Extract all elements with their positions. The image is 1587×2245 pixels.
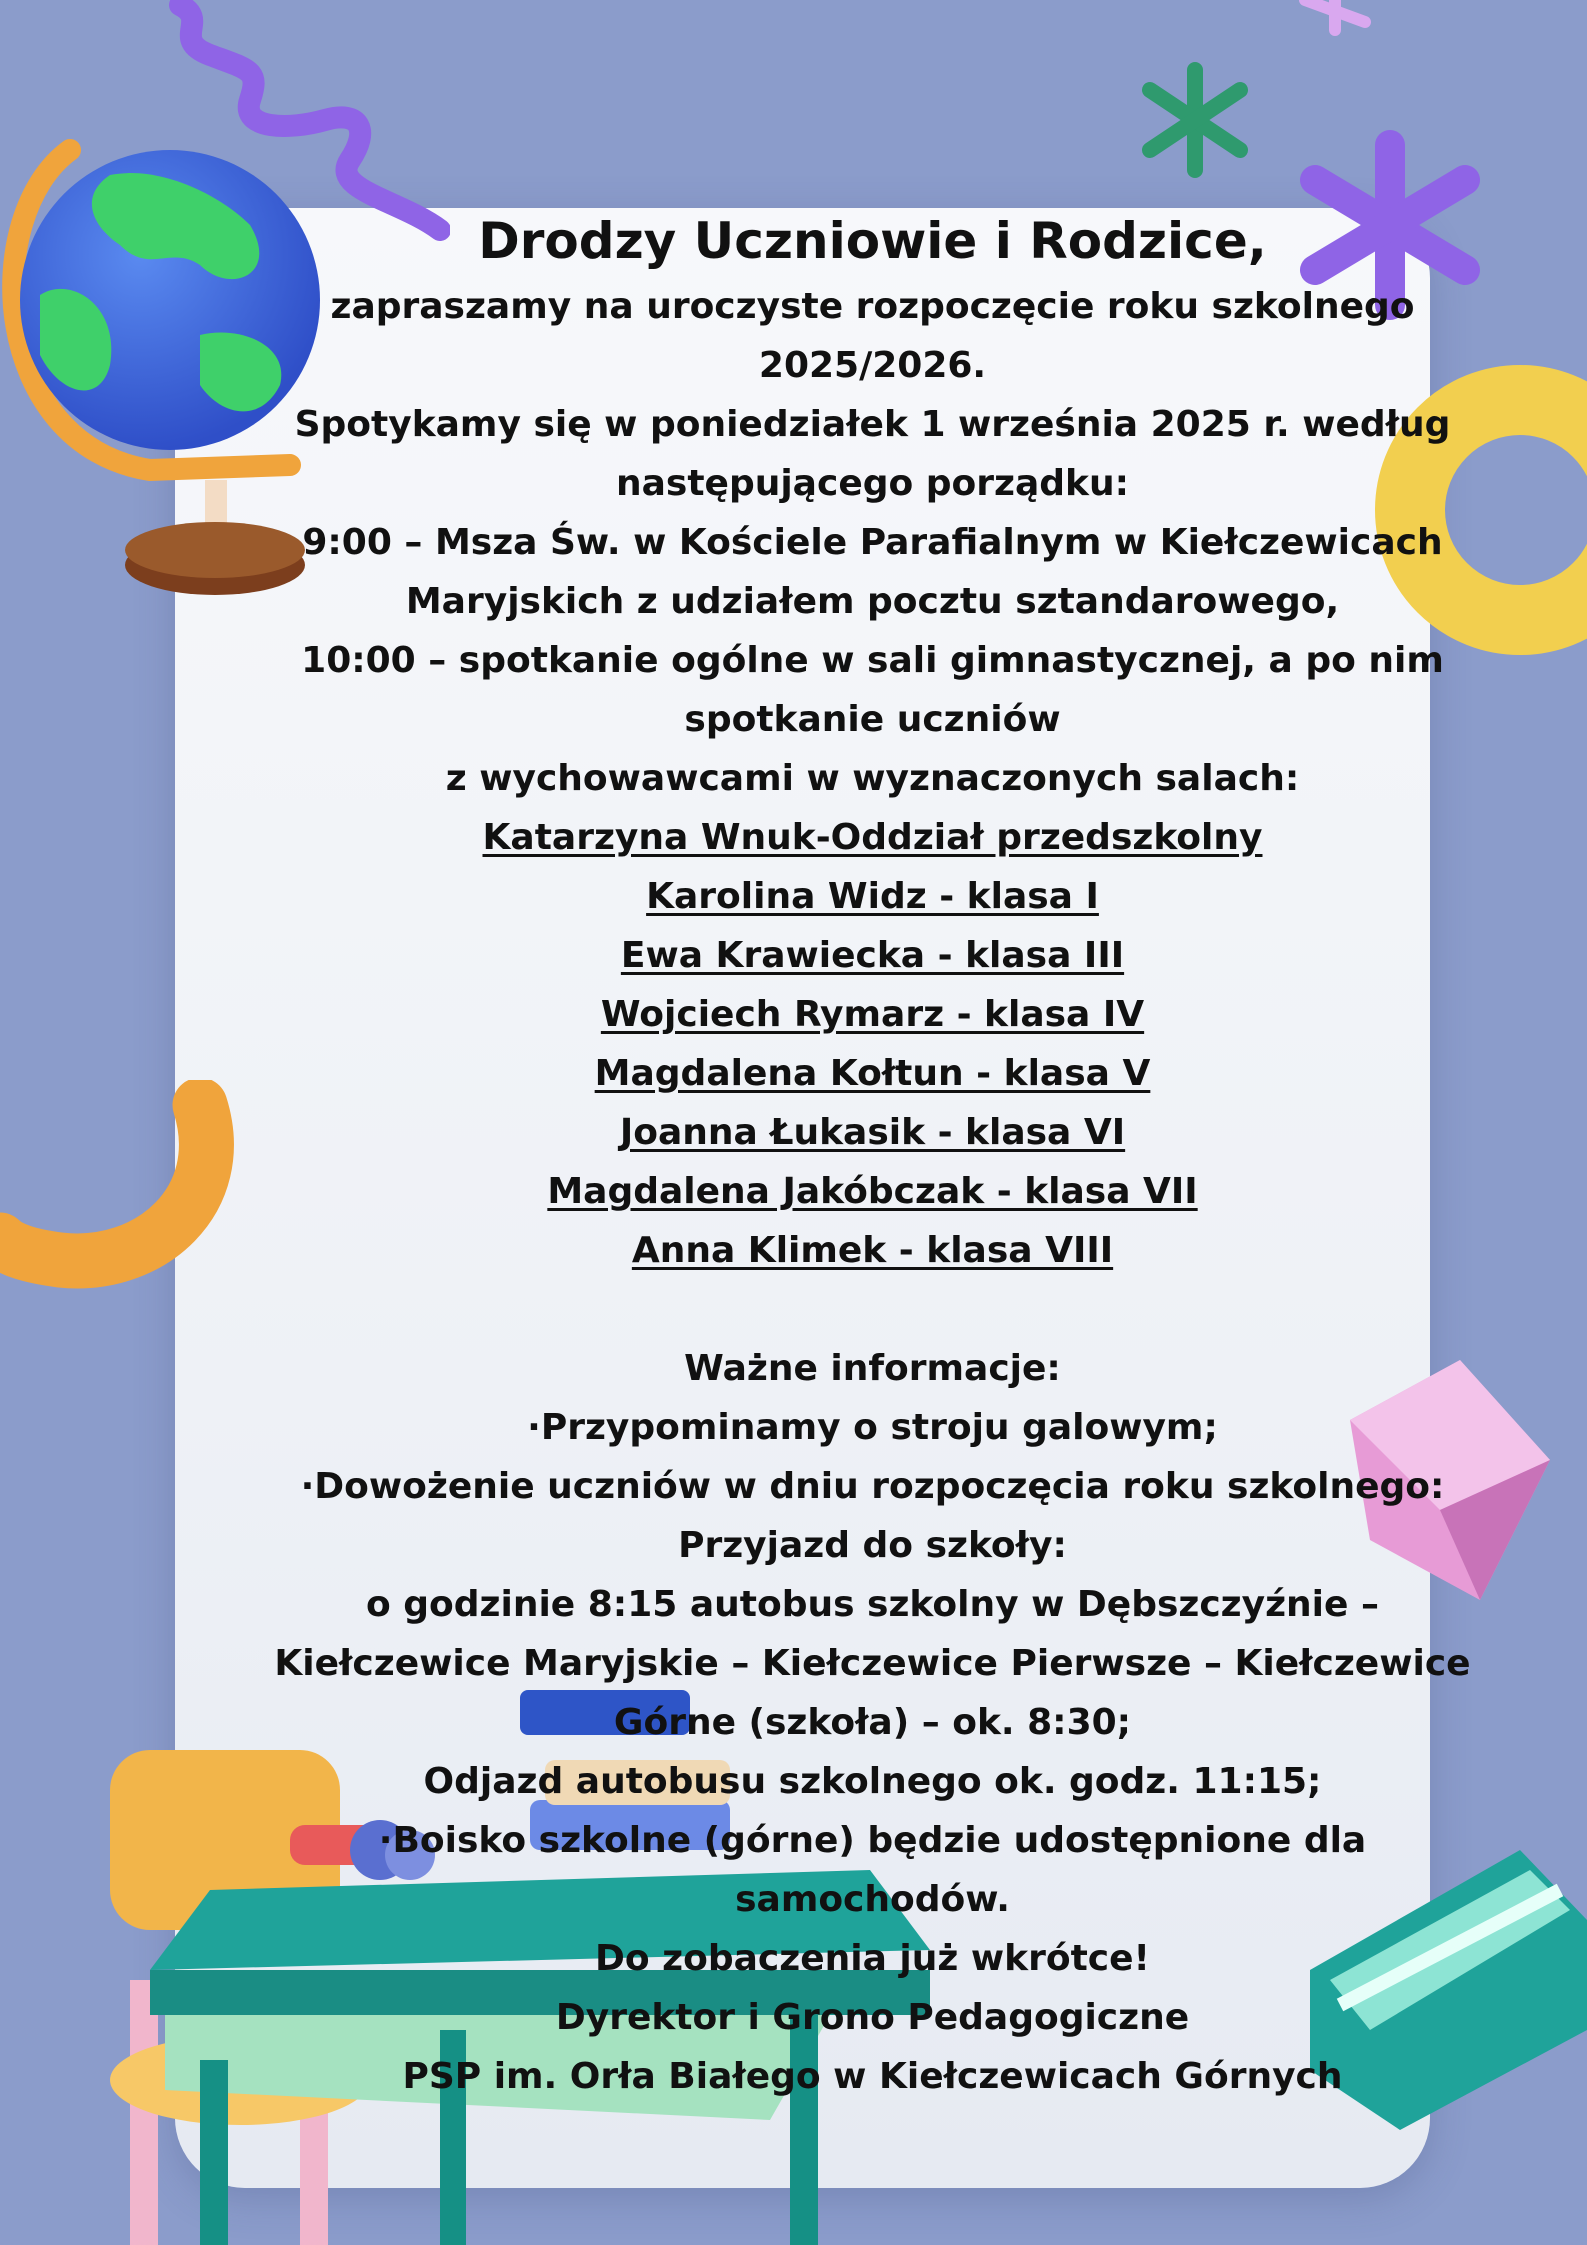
intro-line: zapraszamy na uroczyste rozpoczęcie roku szkolnego	[330, 286, 1415, 327]
intro-line: z wychowawcami w wyznaczonych salach:	[445, 758, 1300, 799]
info-line: samochodów.	[735, 1879, 1010, 1920]
asterisk-icon	[1290, 0, 1380, 40]
intro-line: 2025/2026.	[758, 345, 987, 386]
signature-line: Dyrektor i Grono Pedagogiczne	[555, 1997, 1190, 2038]
teacher-item: Joanna Łukasik - klasa VI	[619, 1112, 1126, 1153]
intro-line: Maryjskich z udziałem pocztu sztandarowego,	[405, 581, 1340, 622]
info-line: ·Dowożenie uczniów w dniu rozpoczęcia roku szkolnego:	[300, 1466, 1445, 1507]
intro-line: następującego porządku:	[615, 463, 1130, 504]
asterisk-icon	[1125, 60, 1265, 180]
intro-line: 9:00 – Msza Św. w Kościele Parafialnym w Kiełczewicach	[302, 522, 1443, 563]
teacher-item: Ewa Krawiecka - klasa III	[620, 935, 1125, 976]
teacher-item: Katarzyna Wnuk-Oddział przedszkolny	[482, 817, 1263, 858]
teacher-item: Magdalena Jakóbczak - klasa VII	[547, 1171, 1198, 1212]
intro-line: Spotykamy się w poniedziałek 1 września 2025 r. według	[294, 404, 1451, 445]
teacher-item: Wojciech Rymarz - klasa IV	[600, 994, 1145, 1035]
intro-line: spotkanie uczniów	[684, 699, 1061, 740]
teacher-item: Anna Klimek - klasa VIII	[631, 1230, 1114, 1271]
info-heading: Ważne informacje:	[684, 1348, 1061, 1389]
closing-line: Do zobaczenia już wkrótce!	[595, 1938, 1150, 1979]
info-line: Odjazd autobusu szkolnego ok. godz. 11:15;	[423, 1761, 1322, 1802]
letter-text	[200, 205, 1545, 2106]
info-line: Kiełczewice Maryjskie – Kiełczewice Pierwsze – Kiełczewice	[274, 1643, 1471, 1684]
school-name: PSP im. Orła Białego w Kiełczewicach Górnych	[402, 2056, 1343, 2097]
info-line: ·Boisko szkolne (górne) będzie udostępnione dla	[378, 1820, 1367, 1861]
teacher-item: Karolina Widz - klasa I	[646, 876, 1099, 917]
info-line: Górne (szkoła) – ok. 8:30;	[613, 1702, 1132, 1743]
info-line: o godzinie 8:15 autobus szkolny w Dębszczyźnie –	[366, 1584, 1379, 1625]
teacher-item: Magdalena Kołtun - klasa V	[594, 1053, 1151, 1094]
info-line: ·Przypominamy o stroju galowym;	[527, 1407, 1218, 1448]
blank-line	[200, 1280, 1545, 1339]
intro-line: 10:00 – spotkanie ogólne w sali gimnastycznej, a po nim	[301, 640, 1444, 681]
info-line: Przyjazd do szkoły:	[678, 1525, 1067, 1566]
greeting: Drodzy Uczniowie i Rodzice,	[478, 212, 1267, 270]
